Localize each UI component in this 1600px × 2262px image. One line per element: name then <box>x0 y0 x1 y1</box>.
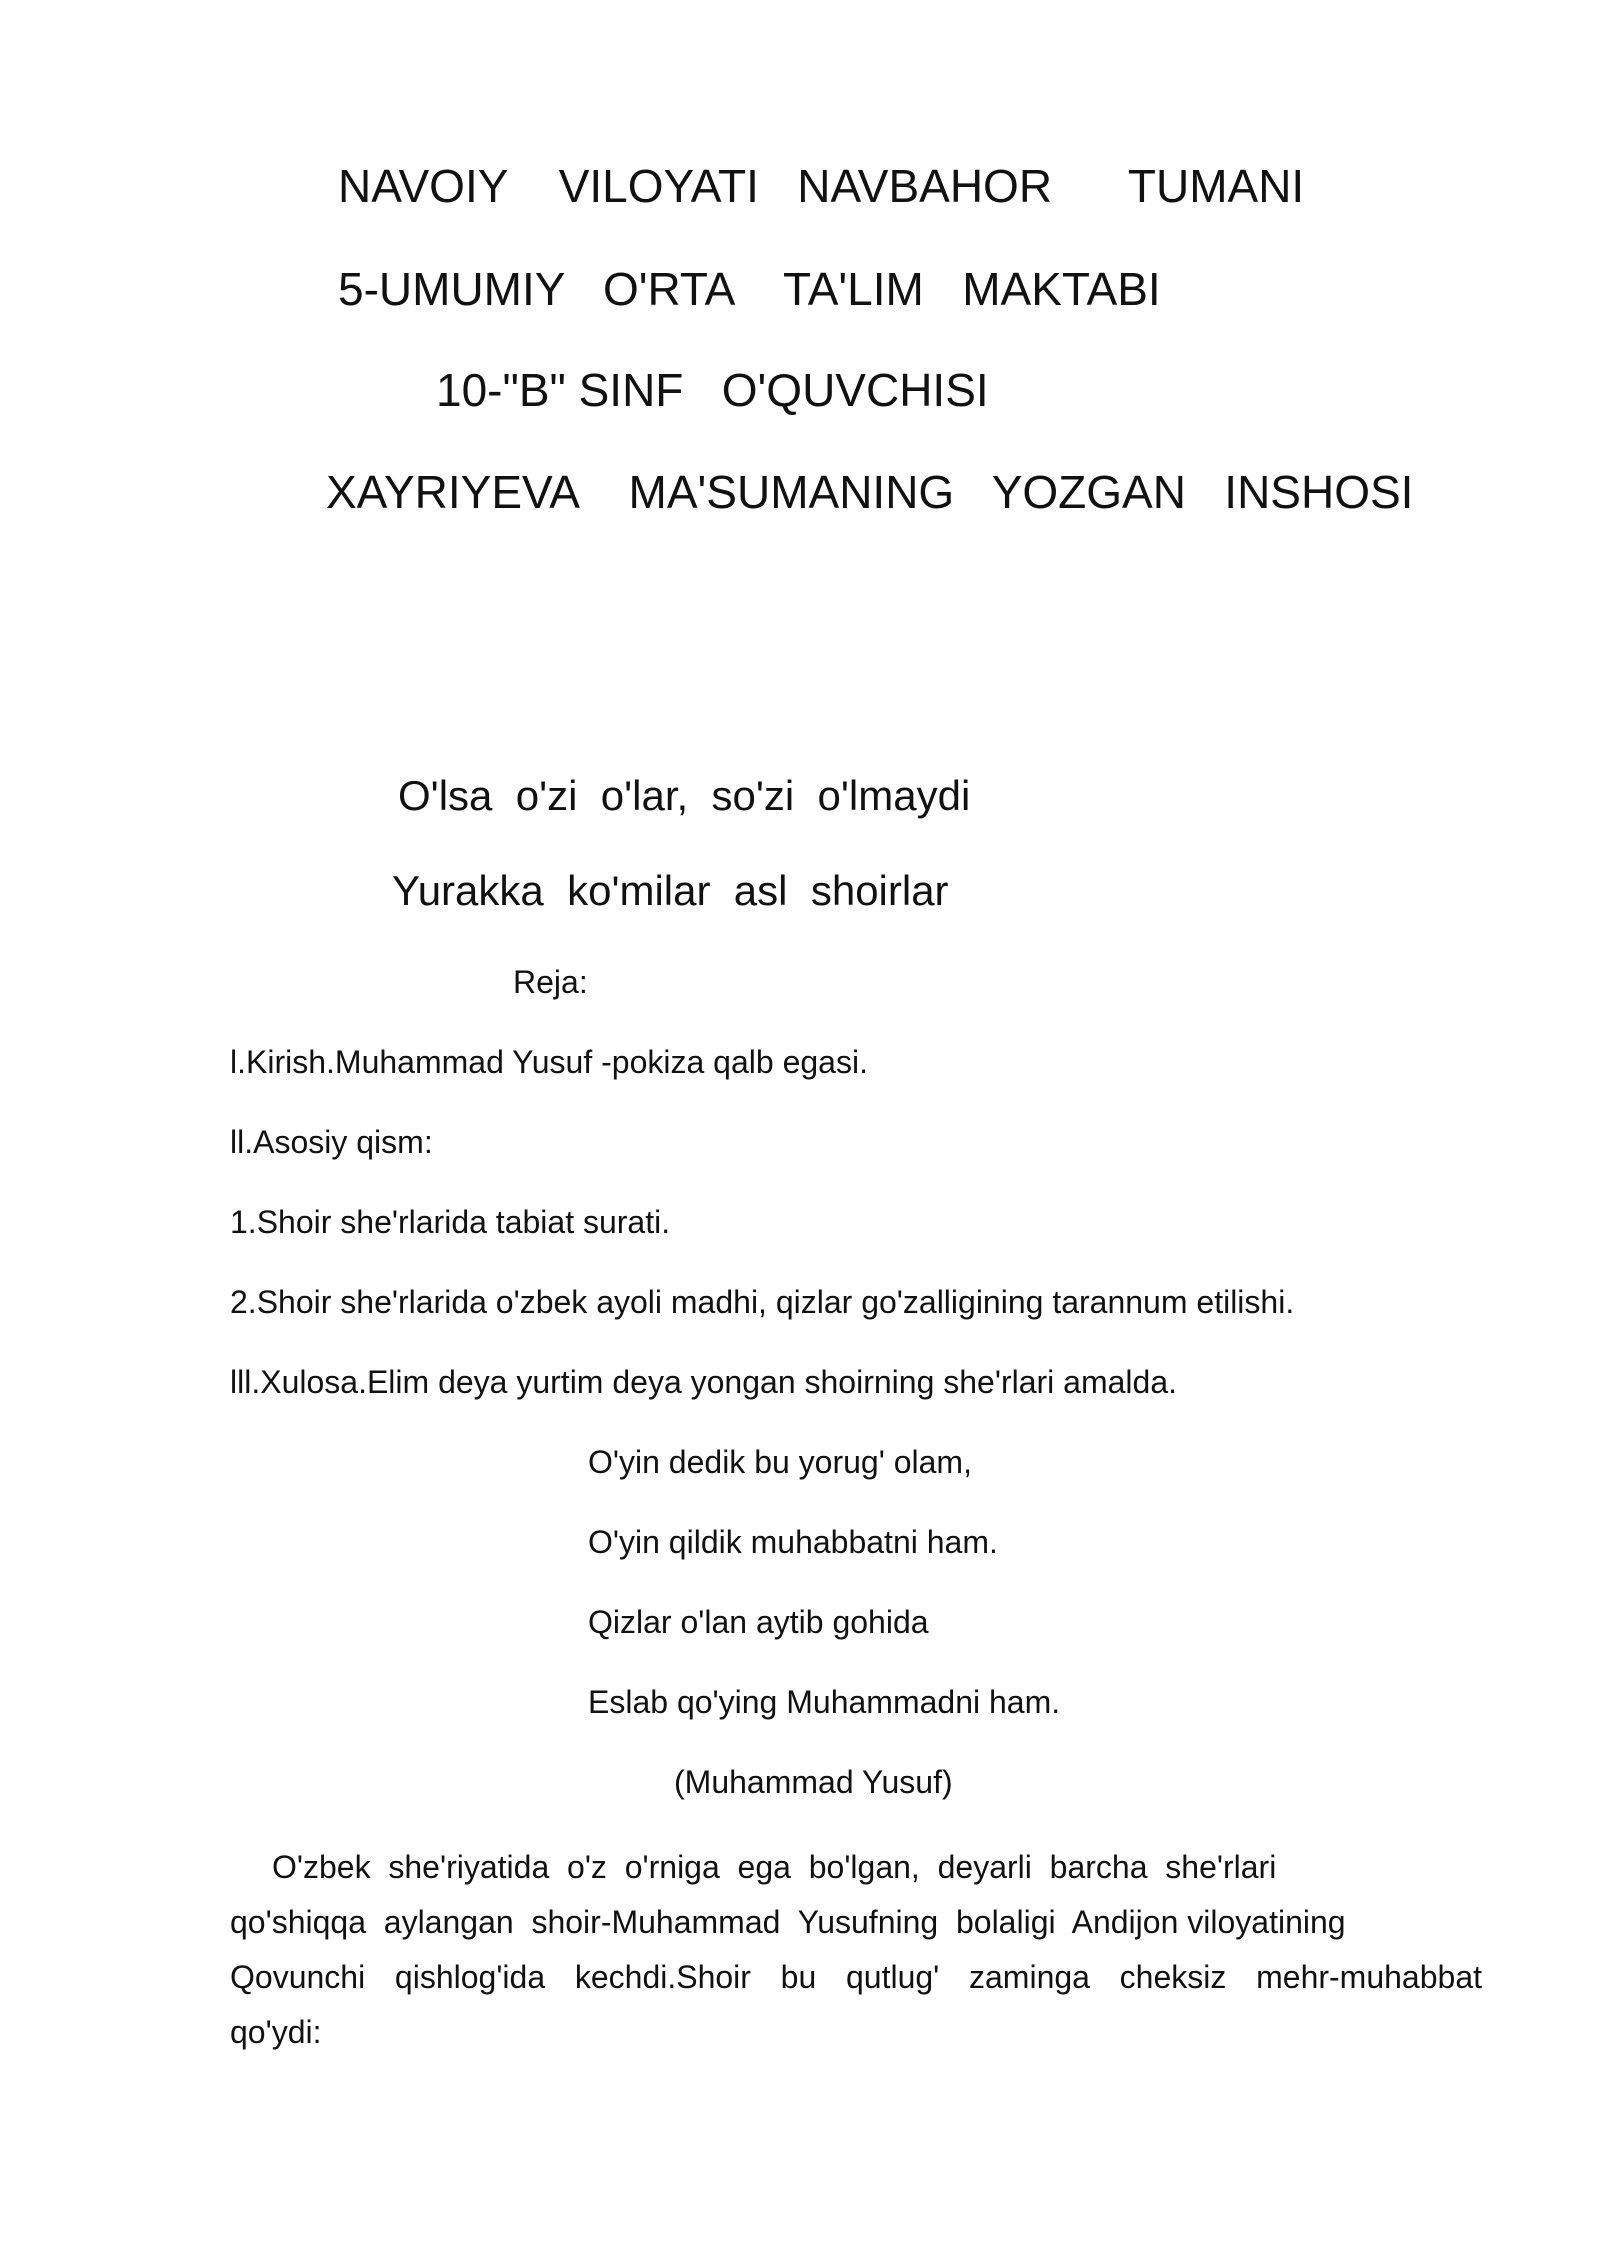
plan-item: lll.Xulosa.Elim deya yurtim deya yongan shoirning she'rlari amalda. <box>230 1364 1178 1400</box>
plan-title: Reja: <box>513 964 588 1000</box>
paragraph-line: Qovunchi qishlog'ida kechdi.Shoir bu qutlug' zaminga cheksiz mehr-muhabbat <box>230 1959 1482 1995</box>
header-line-3: 10-"B" SINF O'QUVCHISI <box>436 364 989 416</box>
epigraph-line-2: Yurakka ko'milar asl shoirlar <box>392 867 949 914</box>
plan-item: 2.Shoir she'rlarida o'zbek ayoli madhi, qizlar go'zalligining tarannum etilishi. <box>230 1284 1295 1320</box>
poem-line: Qizlar o'lan aytib gohida <box>588 1604 929 1640</box>
poem-author: (Muhammad Yusuf) <box>674 1764 953 1800</box>
epigraph-line-1: O'lsa o'zi o'lar, so'zi o'lmaydi <box>398 772 971 819</box>
paragraph-line: qo'shiqqa aylangan shoir-Muhammad Yusufning bolaligi Andijon viloyatining <box>230 1904 1346 1940</box>
poem-line: O'yin qildik muhabbatni ham. <box>588 1524 998 1560</box>
header-line-1: NAVOIY VILOYATI NAVBAHOR TUMANI <box>338 160 1305 212</box>
poem-line: O'yin dedik bu yorug' olam, <box>588 1444 972 1480</box>
header-line-2: 5-UMUMIY O'RTA TA'LIM MAKTABI <box>338 263 1161 315</box>
header-line-4: XAYRIYEVA MA'SUMANING YOZGAN INSHOSI <box>326 466 1414 518</box>
body-paragraph <box>230 1840 1482 2060</box>
plan-item: ll.Asosiy qism: <box>230 1124 433 1160</box>
plan-item: l.Kirish.Muhammad Yusuf -pokiza qalb egasi. <box>230 1044 868 1080</box>
paragraph-line: O'zbek she'riyatida o'z o'rniga ega bo'lgan, deyarli barcha she'rlari <box>272 1849 1277 1885</box>
paragraph-line: qo'ydi: <box>230 2014 322 2050</box>
plan-item: 1.Shoir she'rlarida tabiat surati. <box>230 1204 671 1240</box>
poem-line: Eslab qo'ying Muhammadni ham. <box>588 1684 1061 1720</box>
